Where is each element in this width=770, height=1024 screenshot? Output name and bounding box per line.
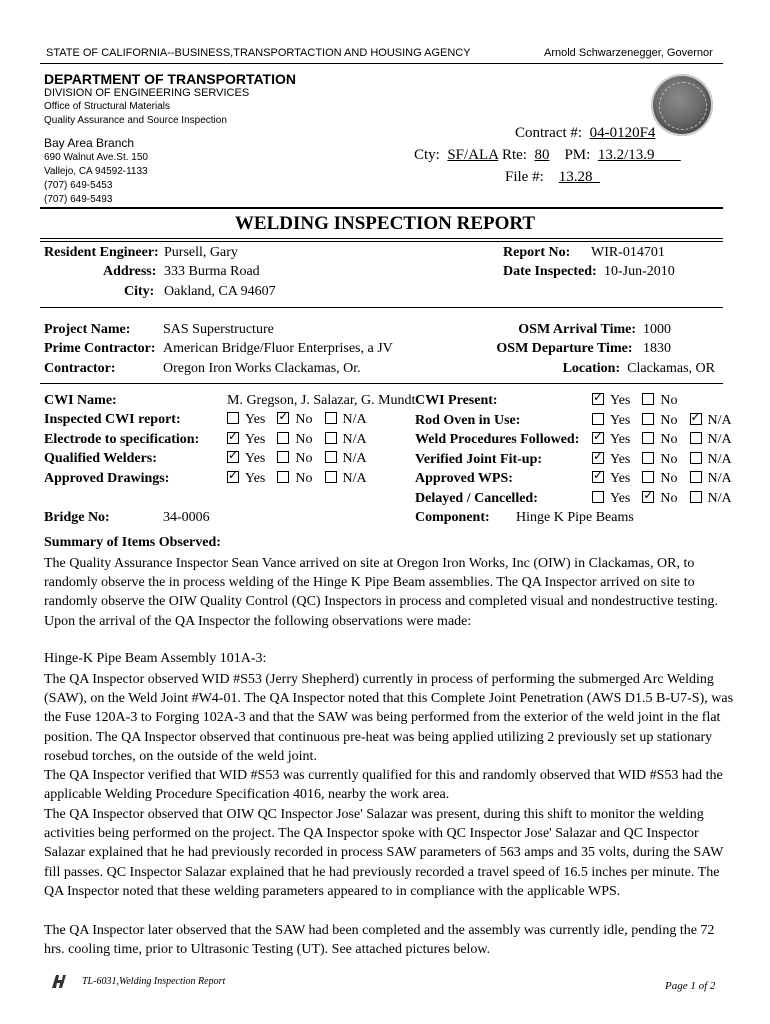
checkbox-label: Yes — [610, 490, 631, 506]
branch-phone2: (707) 649-5493 — [44, 194, 113, 205]
checkbox-icon[interactable] — [325, 412, 337, 424]
cwi-left-row-option-no[interactable] — [277, 471, 312, 487]
cwi-right-row-option-no[interactable] — [642, 452, 677, 468]
summary-paragraph-1: The Quality Assurance Inspector Sean Vance arrived on site at Oregon Iron Works, Inc (OIW) in Clackamas, OR, to randomly observe the in process welding of the Hinge K Pipe Beam assemblies. The QA Inspector arrived on site to randomly observe the OIW Quality Control (QC) Inspectors in process and completed visual and nondestructive testing. Upon the arrival of the QA Inspector the following observations were made: — [44, 556, 718, 629]
file-number: File #: 13.28 — [505, 169, 593, 185]
checkbox-label: No — [660, 393, 678, 408]
checkbox-label: No — [660, 471, 678, 486]
cwi-left-row-option-no[interactable] — [277, 451, 312, 467]
osm-arrival: OSM Arrival Time: 1000 — [518, 322, 671, 337]
cwi-right-row-option-yes[interactable] — [592, 471, 630, 487]
checkbox-label: No — [660, 451, 678, 467]
cwi-left-row-label-2: Qualified Welders: — [44, 451, 157, 466]
qa-name: Quality Assurance and Source Inspection — [44, 115, 227, 126]
cwi-right-row-option-no[interactable] — [642, 471, 677, 487]
cwi-right-row-option-na[interactable] — [690, 432, 732, 448]
date-inspected-label: Date Inspected: — [503, 264, 597, 279]
checkbox-label: Yes — [610, 412, 631, 428]
prime-contractor-label: Prime Contractor: — [44, 341, 156, 356]
cwi-right-row-option-na[interactable] — [690, 452, 732, 468]
cwi-right-row-option-yes[interactable] — [592, 393, 630, 409]
cwi-name-label: CWI Name: — [44, 393, 117, 408]
summary-paragraph-2: The QA Inspector observed WID #S53 (Jerry Shepherd) currently in process of performing the submerged Arc Welding (SAW), on the Weld Joint #W4-01. The QA Inspector noted that this Complete Joint Penetration (AWS D1.5 B-U7-S), was the Fuse 120A-3 to Forging 102A-3 and that the SAW was being performed from the exterior of the weld joint in the flat position. The QA Inspector observed that continuous pre-heat was being applied utilizing 2 previously set up stationary rosebud torches, on the outside of the weld joint. — [44, 672, 734, 764]
checkbox-icon[interactable] — [642, 432, 654, 444]
cwi-left-row-option-na[interactable] — [325, 432, 367, 448]
checkbox-label: N/A — [707, 412, 732, 428]
address-value: 333 Burma Road — [164, 264, 260, 279]
contractor-value: Oregon Iron Works Clackamas, Or. — [163, 361, 361, 376]
cwi-right-row-label-5: Delayed / Cancelled: — [415, 490, 538, 506]
report-no-value: WIR-014701 — [591, 245, 665, 260]
component-label: Component: — [415, 510, 490, 525]
cwi-right-row-option-na[interactable] — [690, 413, 732, 429]
page-number: Page 1 of 2 — [665, 980, 716, 992]
cwi-left-row-option-yes[interactable] — [227, 432, 265, 448]
checkbox-icon[interactable] — [690, 452, 702, 464]
checkbox-icon[interactable] — [642, 491, 654, 503]
checkbox-icon[interactable] — [277, 451, 289, 463]
agency-line: STATE OF CALIFORNIA--BUSINESS,TRANSPORTACTION AND HOUSING AGENCY — [46, 47, 471, 59]
checkbox-label: No — [660, 412, 678, 428]
checkbox-label: Yes — [610, 451, 631, 467]
checkbox-icon[interactable] — [592, 432, 604, 444]
checkbox-label: Yes — [245, 431, 266, 447]
checkbox-label: No — [295, 431, 313, 447]
cwi-left-row-option-na[interactable] — [325, 471, 367, 487]
branch-street: 690 Walnut Ave.St. 150 — [44, 152, 148, 163]
cwi-right-row-options-3 — [592, 452, 744, 468]
contract-number: Contract #: 04-0120F4 — [515, 125, 656, 141]
cwi-left-row-label-0: Inspected CWI report: — [44, 412, 181, 427]
contractor-label: Contractor: — [44, 361, 116, 376]
section-rule-2 — [40, 383, 723, 384]
checkbox-icon[interactable] — [277, 471, 289, 483]
checkbox-label: N/A — [342, 431, 367, 447]
checkbox-icon[interactable] — [227, 451, 239, 463]
cwi-left-row-label-3: Approved Drawings: — [44, 470, 170, 486]
checkbox-icon[interactable] — [592, 471, 604, 483]
address-label: Address: — [103, 264, 157, 279]
date-inspected-value: 10-Jun-2010 — [604, 264, 675, 279]
checkbox-label: No — [295, 451, 313, 466]
header-rule — [40, 63, 723, 64]
city-value: Oakland, CA 94607 — [164, 284, 276, 299]
bridge-no-value: 34-0006 — [163, 510, 210, 525]
checkbox-label: Yes — [610, 471, 631, 486]
checkbox-icon[interactable] — [690, 432, 702, 444]
checkbox-icon[interactable] — [642, 471, 654, 483]
checkbox-label: Yes — [610, 393, 631, 408]
title-bottom-rule-2 — [40, 241, 723, 242]
cwi-right-row-option-na[interactable] — [690, 491, 732, 507]
cwi-left-row-option-yes[interactable] — [227, 451, 265, 467]
branch-city: Vallejo, CA 94592-1133 — [44, 166, 148, 177]
resident-engineer-value: Pursell, Gary — [164, 245, 238, 260]
summary-paragraph-3: The QA Inspector verified that WID #S53 was currently qualified for this and randomly observed that WID #S53 had the applicable Welding Procedure Specification 4016, nearby the work area. — [44, 768, 723, 803]
component-value: Hinge K Pipe Beams — [516, 510, 634, 525]
cwi-right-row-option-yes[interactable] — [592, 432, 630, 448]
office-name: Office of Structural Materials — [44, 101, 170, 112]
checkbox-icon[interactable] — [325, 432, 337, 444]
cwi-name-value: M. Gregson, J. Salazar, G. Mundt — [227, 393, 416, 408]
project-name-value: SAS Superstructure — [163, 322, 274, 337]
city-label: City: — [124, 284, 155, 299]
cwi-left-row-option-no[interactable] — [277, 432, 312, 448]
cwi-right-row-options-1 — [592, 413, 744, 429]
summary-paragraph-4: The QA Inspector observed that OIW QC Inspector Jose' Salazar was present, during this shift to monitor the welding activities being performed on the project. The QA Inspector spoke with QC Inspector Jose' Salazar and QC Inspector Salazar explained that he had previously recorded in process SAW parameters of 563 amps and 35 volts, during the SAW fill passes. QC Inspector Salazar explained that he had previously recorded a travel speed of 16.5 inches per minute. The QA Inspector noted that these welding parameters appeared to in compliance with the applicable WPS. — [44, 807, 724, 899]
cwi-left-row-options-1 — [227, 432, 379, 448]
checkbox-icon[interactable] — [690, 413, 702, 425]
checkbox-label: Yes — [245, 412, 266, 427]
route-line: Cty: SF/ALA Rte: 80 PM: 13.2/13.9 — [414, 147, 655, 163]
checkbox-icon[interactable] — [227, 412, 239, 424]
osm-departure: OSM Departure Time: 1830 — [496, 341, 671, 356]
cwi-left-row-label-1: Electrode to specification: — [44, 431, 200, 447]
project-name-label: Project Name: — [44, 322, 131, 337]
checkbox-label: N/A — [707, 432, 732, 447]
division-name: DIVISION OF ENGINEERING SERVICES — [44, 87, 250, 99]
checkbox-label: N/A — [342, 451, 367, 466]
cwi-left-row-option-no[interactable] — [277, 412, 312, 428]
checkbox-label: No — [660, 490, 678, 506]
cwi-right-row-option-no[interactable] — [642, 491, 677, 507]
cwi-left-row-option-na[interactable] — [325, 451, 367, 467]
prime-contractor-value: American Bridge/Fluor Enterprises, a JV — [163, 341, 393, 356]
cwi-left-row-options-0 — [227, 412, 379, 428]
cwi-right-row-option-yes[interactable] — [592, 413, 630, 429]
checkbox-label: No — [295, 470, 313, 486]
cwi-right-row-options-4 — [592, 471, 744, 487]
report-title: WELDING INSPECTION REPORT — [234, 213, 536, 234]
bridge-no-label: Bridge No: — [44, 510, 110, 525]
cwi-right-row-option-no[interactable] — [642, 413, 677, 429]
title-top-rule — [40, 207, 723, 209]
cwi-right-row-options-0 — [592, 393, 690, 409]
cwi-right-row-label-4: Approved WPS: — [415, 471, 513, 486]
checkbox-icon[interactable] — [642, 393, 654, 405]
checkbox-icon[interactable] — [690, 471, 702, 483]
checkbox-icon[interactable] — [227, 471, 239, 483]
location: Location: Clackamas, OR — [562, 361, 715, 376]
cwi-left-row-options-2 — [227, 451, 379, 467]
resident-engineer-label: Resident Engineer: — [44, 245, 159, 260]
checkbox-icon[interactable] — [690, 491, 702, 503]
branch-name: Bay Area Branch — [44, 136, 135, 150]
cwi-right-row-label-3: Verified Joint Fit-up: — [415, 451, 543, 467]
cwi-right-row-options-2 — [592, 432, 744, 448]
checkbox-icon[interactable] — [592, 452, 604, 464]
checkbox-icon[interactable] — [592, 413, 604, 425]
cwi-right-row-option-yes[interactable] — [592, 491, 630, 507]
cwi-right-row-options-5 — [592, 491, 744, 507]
checkbox-icon[interactable] — [227, 432, 239, 444]
checkbox-label: No — [660, 432, 678, 447]
cwi-right-row-label-2: Weld Procedures Followed: — [415, 432, 580, 447]
section-rule-1 — [40, 307, 723, 308]
state-seal-icon — [651, 74, 713, 136]
checkbox-icon[interactable] — [592, 393, 604, 405]
caltrans-logo-icon — [50, 972, 70, 990]
checkbox-icon[interactable] — [325, 451, 337, 463]
report-no-label: Report No: — [503, 245, 571, 260]
cwi-left-row-option-na[interactable] — [325, 412, 367, 428]
cwi-left-row-option-yes[interactable] — [227, 471, 265, 487]
cwi-right-row-option-yes[interactable] — [592, 452, 630, 468]
checkbox-label: N/A — [342, 470, 367, 486]
cwi-left-row-options-3 — [227, 471, 379, 487]
checkbox-label: Yes — [245, 451, 266, 466]
form-number: TL-6031,Welding Inspection Report — [82, 976, 226, 987]
summary-heading: Summary of Items Observed: — [44, 535, 221, 550]
checkbox-icon[interactable] — [592, 491, 604, 503]
checkbox-label: Yes — [245, 470, 266, 486]
checkbox-icon[interactable] — [642, 413, 654, 425]
cwi-right-row-label-0: CWI Present: — [415, 393, 498, 408]
checkbox-label: N/A — [707, 471, 732, 486]
checkbox-icon[interactable] — [277, 412, 289, 424]
checkbox-icon[interactable] — [325, 471, 337, 483]
branch-phone1: (707) 649-5453 — [44, 180, 113, 191]
checkbox-label: No — [295, 412, 313, 427]
assembly-subheading: Hinge-K Pipe Beam Assembly 101A-3: — [44, 651, 267, 666]
checkbox-icon[interactable] — [642, 452, 654, 464]
title-bottom-rule — [40, 238, 723, 239]
cwi-right-row-label-1: Rod Oven in Use: — [415, 412, 521, 428]
checkbox-icon[interactable] — [277, 432, 289, 444]
cwi-right-row-option-no[interactable] — [642, 393, 677, 409]
department-name: DEPARTMENT OF TRANSPORTATION — [44, 71, 296, 87]
checkbox-label: N/A — [707, 490, 732, 506]
cwi-right-row-option-na[interactable] — [690, 471, 732, 487]
cwi-right-row-option-no[interactable] — [642, 432, 677, 448]
checkbox-label: N/A — [342, 412, 367, 427]
cwi-left-row-option-yes[interactable] — [227, 412, 265, 428]
summary-paragraph-5: The QA Inspector later observed that the SAW had been completed and the assembly was currently idle, pending the 72 hrs. cooling time, prior to Ultrasonic Testing (UT). See attached pictures below. — [44, 923, 715, 958]
checkbox-label: N/A — [707, 451, 732, 467]
governor-line: Arnold Schwarzenegger, Governor — [544, 47, 713, 59]
checkbox-label: Yes — [610, 432, 631, 447]
